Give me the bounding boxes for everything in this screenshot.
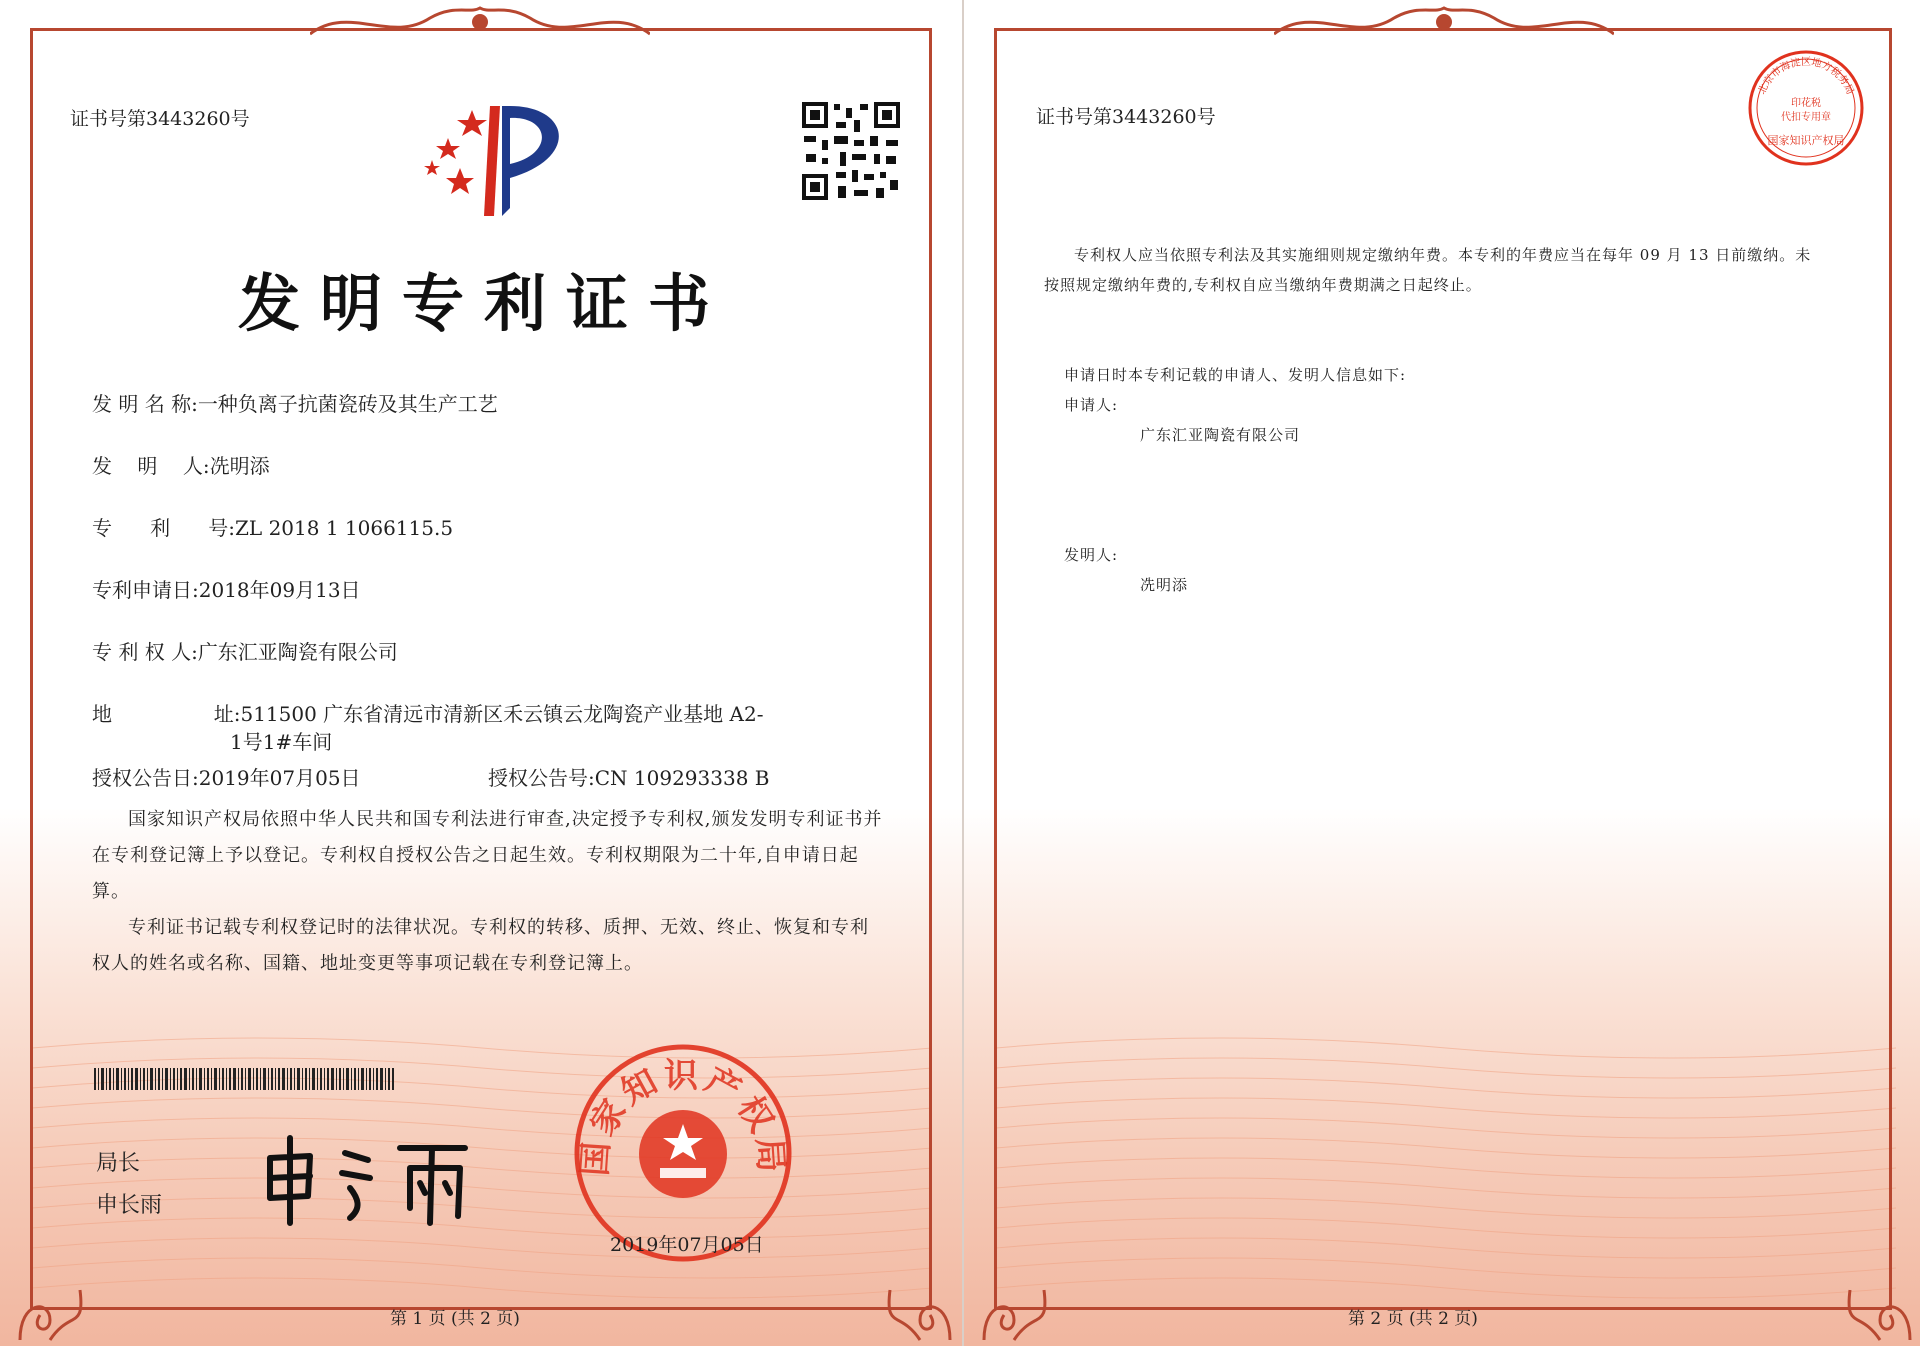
patent-number-label: 专 利 号: (92, 516, 236, 540)
invention-name-value: 一种负离子抗菌瓷砖及其生产工艺 (197, 392, 498, 416)
stamp-duty-seal (1746, 48, 1866, 168)
director-title: 局长 (96, 1150, 141, 1175)
corner-ornament-bottom-left (974, 1270, 1054, 1346)
address-label: 地 址: (92, 702, 241, 726)
applicant-label: 申请人: (1064, 396, 1119, 414)
corner-ornament-bottom-right (880, 1270, 960, 1346)
outer-frame (994, 28, 1892, 1310)
seal-text: 国家知识产权局 (574, 1055, 792, 1178)
inventor-value: 冼明添 (209, 454, 270, 478)
inventor-label: 发明人: (1064, 546, 1119, 564)
legal-status-paragraph: 专利证书记载专利权登记时的法律状况。专利权的转移、质押、无效、终止、恢复和专利权人的姓名或名称、国籍、地址变更等事项记载在专利登记簿上。 (92, 917, 869, 974)
inventor-row (92, 450, 270, 479)
inventor-label: 发 明 人: (92, 454, 210, 478)
director-signature (250, 1128, 500, 1228)
info-header: 申请日时本专利记载的申请人、发明人信息如下: (1064, 366, 1407, 384)
address-line-2: 1号1#车间 (230, 730, 333, 754)
seal-mid-text-2: 代扣专用章 (1781, 112, 1831, 123)
grant-paragraph: 国家知识产权局依照中华人民共和国专利法进行审查,决定授予专利权,颁发发明专利证书并在专利登记簿上予以登记。专利权自授权公告之日起生效。专利权期限为二十年,自申请日起算。 (92, 809, 883, 902)
page-footer-2: 第 2 页 (共 2 页) (1348, 1309, 1478, 1329)
top-ornament (310, 4, 650, 44)
seal-inner-text: 国家知识产权局 (1767, 134, 1845, 147)
page-footer-1: 第 1 页 (共 2 页) (390, 1309, 520, 1329)
inventor-value: 冼明添 (1140, 576, 1189, 594)
certificate-number: 证书号第3443260号 (70, 108, 250, 130)
top-ornament (1274, 4, 1614, 44)
patentee-row (92, 636, 398, 665)
grant-date-value: 2019年07月05日 (198, 766, 361, 790)
certificate-number: 证书号第3443260号 (1036, 106, 1216, 128)
grant-number-label: 授权公告号: (488, 766, 595, 790)
applicant-value: 广东汇亚陶瓷有限公司 (1140, 426, 1301, 444)
grant-date-label: 授权公告日: (92, 766, 199, 790)
grant-date-row (92, 762, 361, 791)
certificate-title: 发明专利证书 (238, 267, 731, 340)
cnipa-logo (410, 98, 580, 218)
annual-fee-notice: 专利权人应当依照专利法及其实施细则规定缴纳年费。本专利的年费应当在每年 09 月 13 日前缴纳。未按照规定缴纳年费的,专利权自应当缴纳年费期满之日起终止。 (1044, 246, 1812, 294)
corner-ornament-bottom-right (1840, 1270, 1920, 1346)
address-row (92, 698, 763, 727)
patentee-label: 专 利 权 人: (92, 640, 198, 664)
patent-number-row (92, 512, 453, 541)
address-line-1: 511500 广东省清远市清新区禾云镇云龙陶瓷产业基地 A2- (240, 702, 764, 726)
invention-name-row (92, 388, 498, 417)
barcode (94, 1068, 394, 1090)
filing-date-label: 专利申请日: (92, 578, 199, 602)
invention-name-label: 发 明 名 称: (92, 392, 198, 416)
seal-mid-text-1: 印花税 (1791, 98, 1821, 109)
patent-number-value: ZL 2018 1 1066115.5 (235, 516, 454, 540)
grant-number-row (488, 762, 770, 791)
grant-number-value: CN 109293338 B (594, 766, 770, 790)
seal-outer-text: 北京市海淀区地方税务局 (1756, 56, 1856, 97)
patentee-value: 广东汇亚陶瓷有限公司 (197, 640, 398, 664)
corner-ornament-bottom-left (10, 1270, 90, 1346)
filing-date-value: 2018年09月13日 (198, 578, 361, 602)
qr-code (800, 100, 902, 202)
svg-text:北京市海淀区地方税务局 (1756, 55, 1856, 96)
filing-date-row (92, 574, 361, 603)
certificate-page-2 (962, 0, 1920, 1346)
director-name: 申长雨 (96, 1192, 163, 1217)
outer-frame (30, 28, 932, 1310)
seal-date: 2019年07月05日 (610, 1234, 764, 1256)
